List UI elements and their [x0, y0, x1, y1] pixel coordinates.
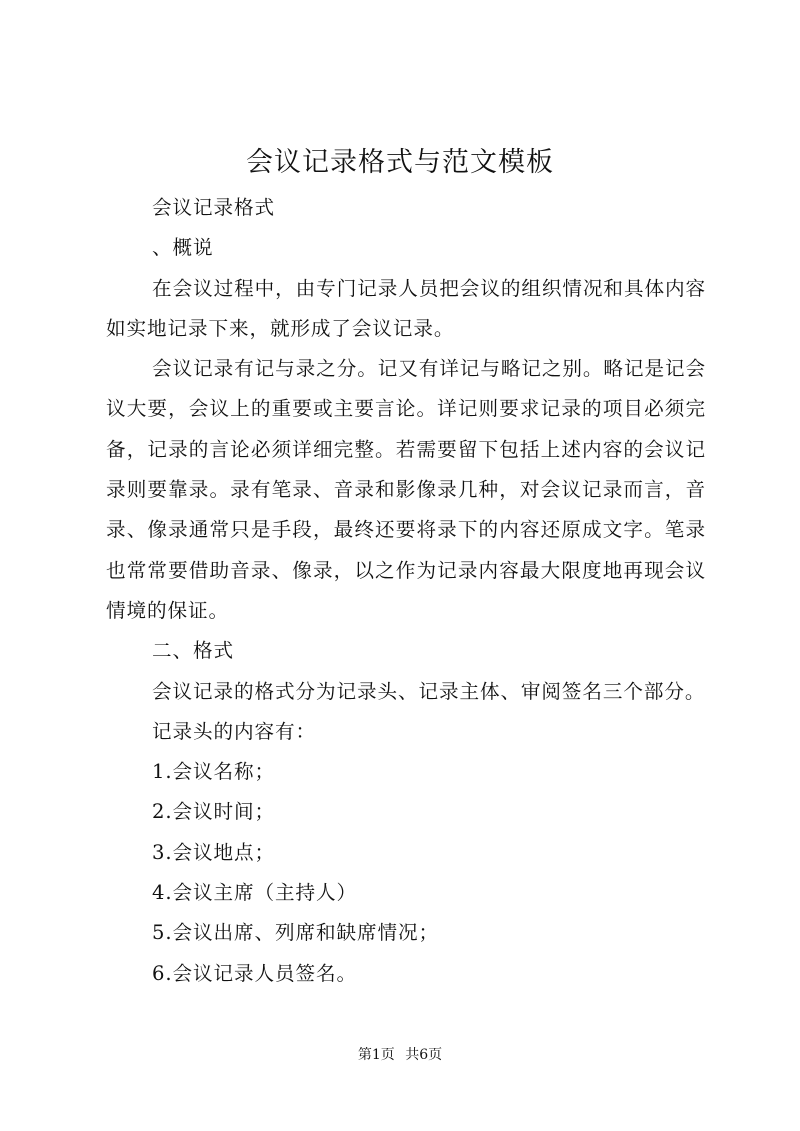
paragraph-format-parts: 会议记录的格式分为记录头、记录主体、审阅签名三个部分。: [152, 679, 706, 703]
list-item: 1.会议名称；: [152, 760, 276, 784]
paragraph-section-format: 二、格式: [152, 639, 235, 663]
paragraph-heading-format: 会议记录格式: [152, 196, 276, 219]
list-item: 4.会议主席（主持人）: [152, 881, 357, 905]
paragraph-overview-text: 在会议过程中，由专门记录人员把会议的组织情况和具体内容如实地记录下来，就形成了会议记录。: [106, 276, 706, 340]
list-item: 2.会议时间；: [152, 800, 276, 824]
list-item: 5.会议出席、列席和缺席情况；: [152, 921, 439, 945]
list-item: 3.会议地点；: [152, 840, 276, 864]
document-title: 会议记录格式与范文模板: [246, 147, 554, 178]
paragraph-section-overview: 、概说: [152, 236, 214, 260]
paragraph-record-types: 会议记录有记与录之分。记又有详记与略记之别。略记是记会议大要，会议上的重要或主要言论。详记则要求记录的项目必须完备，记录的言论必须详细完整。若需要留下包括上述内容的会议记录则要靠录。录有笔录、音录和影像录几种，对会议记录而言，音录、像录通常只是手段，最终还要将录下的内容还原成文字。笔录也常常要借助音录、像录，以之作为记录内容最大限度地再现会议情境的保证。: [106, 357, 706, 622]
document-body: [106, 188, 706, 994]
paragraph-header-contents: 记录头的内容有：: [152, 719, 316, 743]
list-item: 6.会议记录人员签名。: [152, 961, 357, 985]
page-number-footer: 第1页 共6页: [357, 1047, 443, 1063]
